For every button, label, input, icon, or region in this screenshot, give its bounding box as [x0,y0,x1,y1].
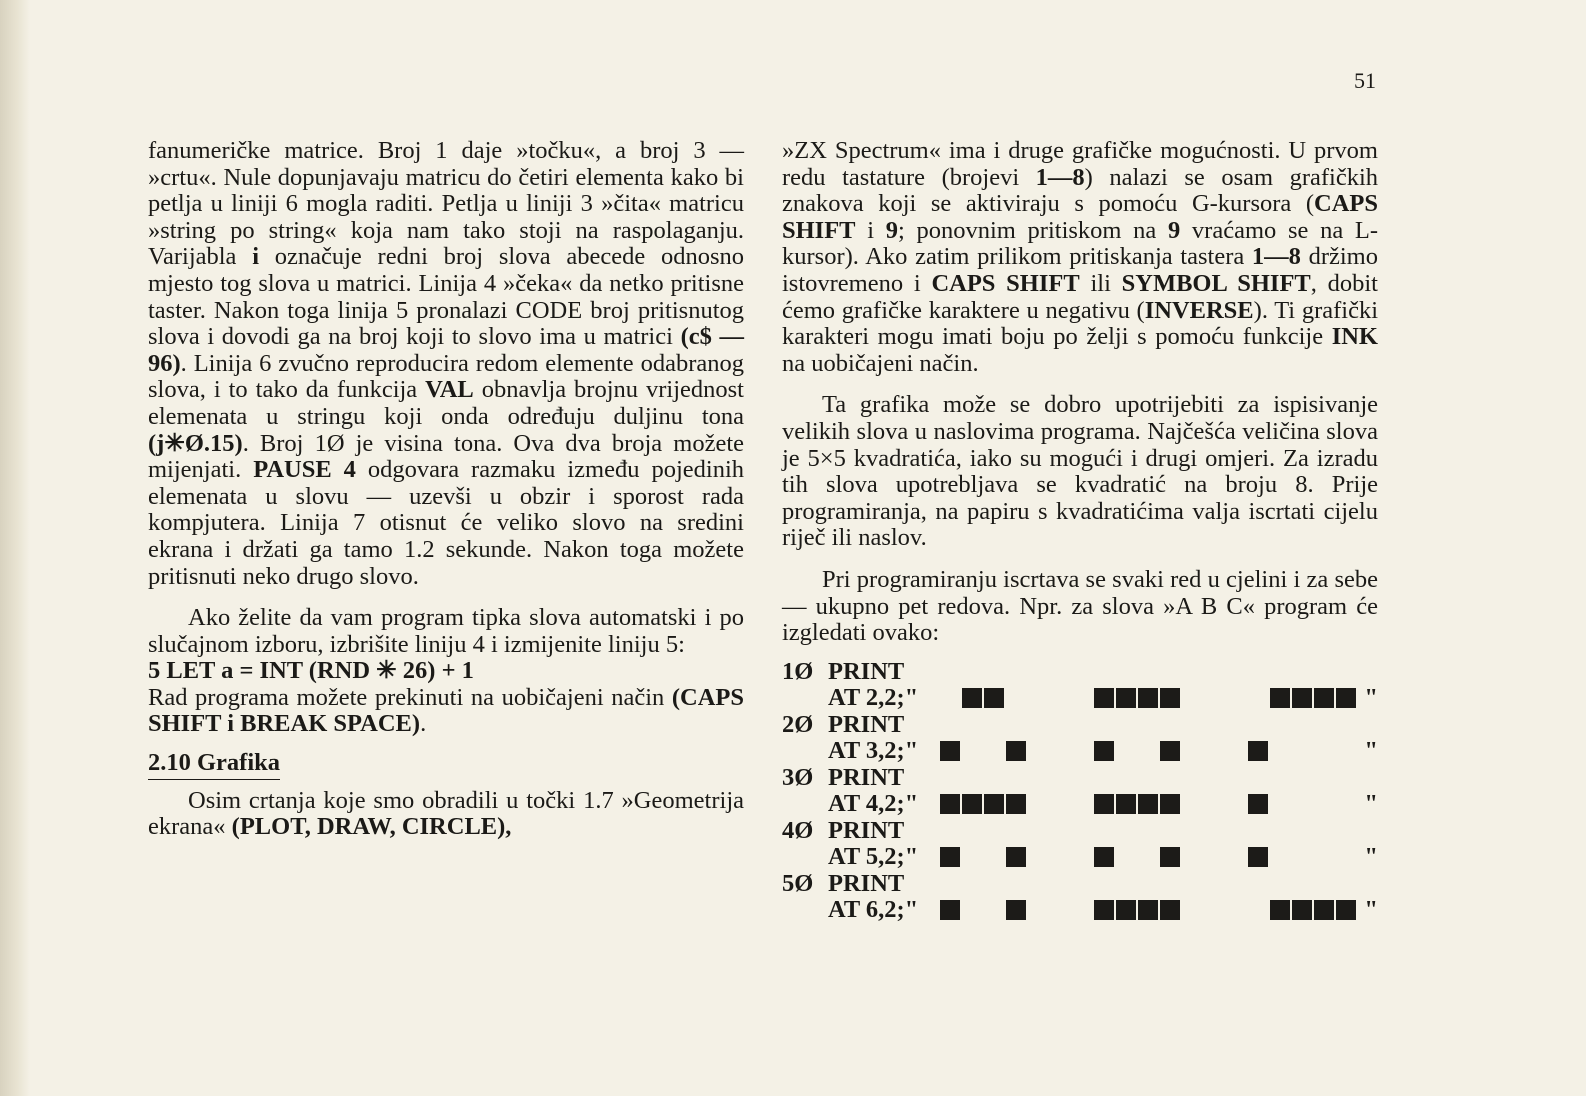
graphic-block-filled [1336,900,1356,920]
graphic-block-filled [1160,741,1180,761]
graphic-block-filled [1160,794,1180,814]
right-column [782,138,1378,924]
line-number: 2Ø [782,710,814,738]
graphic-block-filled [1270,688,1290,708]
program-listing [782,659,1378,924]
print-keyword: PRINT [828,657,905,685]
graphic-block-filled [1116,900,1136,920]
program-at-line [782,685,1378,712]
graphic-block-filled [962,794,982,814]
graphic-block-filled [1094,900,1114,920]
line-number: 1Ø [782,657,814,685]
graphic-block-blank [1336,794,1356,814]
graphic-block-blank [1270,794,1290,814]
print-keyword: PRINT [828,816,905,844]
graphic-block-filled [1116,688,1136,708]
paragraph-graphic-characters: »ZX Spectrum« ima i druge grafičke mogućnosti. U prvom redu tastature (brojevi 1—8) nalazi se osam grafičkih znakova koji se aktiviraju s pomoću G-kursora (CAPS SHIFT i 9; ponovnim pritiskom na 9 vraćamo se na L-kursor). Ako zatim prilikom pritiskanja tastera 1—8 držimo istovremeno i CAPS SHIFT ili SYMBOL SHIFT, dobit ćemo grafičke karaktere u negativu (INVERSE). Ti grafički karakteri mogu imati boju po želji s pomoću funkcije INK na uobičajeni način. [782,137,1379,377]
graphic-block-filled [1314,900,1334,920]
graphic-block-filled [1094,847,1114,867]
graphic-block-filled [1248,847,1268,867]
graphic-block-filled [1116,794,1136,814]
program-at-line [782,897,1378,924]
at-statement: AT 3,2;" [828,737,919,765]
graphic-block-filled [940,847,960,867]
graphic-block-blank [1270,741,1290,761]
graphic-block-blank [1292,794,1312,814]
graphic-block-filled [962,688,982,708]
page-number: 51 [1354,68,1376,93]
graphic-block-filled [1292,900,1312,920]
at-statement: AT 2,2;" [828,684,919,712]
graphic-block-filled [1160,688,1180,708]
graphic-block-blank [962,741,982,761]
graphic-block-blank [1028,688,1048,708]
line-number: 4Ø [782,816,814,844]
graphic-block-blank [1314,847,1334,867]
graphic-blocks [940,847,1358,867]
graphic-block-blank [1314,741,1334,761]
graphic-block-filled [1094,688,1114,708]
graphic-block-blank [1248,900,1268,920]
paragraph-graphics-intro: Osim crtanja koje smo obradili u točki 1.7 »Geometrija ekrana« (PLOT, DRAW, CIRCLE), [148,786,744,841]
graphic-block-filled [1336,688,1356,708]
graphic-block-filled [984,688,1004,708]
graphic-block-filled [1270,900,1290,920]
program-at-line [782,791,1378,818]
paragraph-programming-rows: Pri programiranju iscrtava se svaki red u cjelini i za sebe — ukupno pet redova. Npr. za slova »A B C« program će izgledati ovako: [782,565,1378,647]
graphic-block-blank [1028,900,1048,920]
graphic-block-filled [1160,847,1180,867]
section-heading: 2.10 Grafika [148,750,280,780]
graphic-block-filled [940,794,960,814]
program-line [782,659,1378,686]
closing-quote: " [1364,737,1378,765]
graphic-block-filled [940,900,960,920]
graphic-blocks [940,688,1358,708]
graphic-block-filled [1138,900,1158,920]
graphic-block-filled [1248,794,1268,814]
closing-quote: " [1364,843,1378,871]
graphic-block-filled [1006,741,1026,761]
graphic-block-blank [1248,688,1268,708]
graphic-blocks [940,794,1358,814]
at-statement: AT 4,2;" [828,790,919,818]
graphic-block-blank [1314,794,1334,814]
graphic-block-blank [1336,847,1356,867]
graphic-block-blank [1270,847,1290,867]
graphic-block-blank [1028,794,1048,814]
graphic-block-filled [1094,794,1114,814]
program-line [782,871,1378,898]
graphic-block-blank [1028,741,1048,761]
graphic-block-filled [984,794,1004,814]
graphic-block-blank [1292,741,1312,761]
graphic-block-blank [1336,741,1356,761]
graphic-block-filled [1006,900,1026,920]
closing-quote: " [1364,684,1378,712]
graphic-block-blank [1138,741,1158,761]
program-at-line [782,738,1378,765]
graphic-block-filled [1292,688,1312,708]
graphic-block-blank [1182,794,1202,814]
at-statement: AT 5,2;" [828,843,919,871]
paragraph-big-letters: Ta grafika može se dobro upotrijebiti za ispisivanje velikih slova u naslovima programa. Najčešća veličina slova je 5×5 kvadratića, iako su mogući i drugi omjeri. Za izradu tih slova upotrebljava se kvadratić na broju 8. Prije programiranja, na papiru s kvadratićima valja iscrtati cijelu riječ ili naslov. [782,391,1378,552]
graphic-block-blank [962,900,982,920]
graphic-block-filled [1138,688,1158,708]
graphic-block-blank [984,847,1004,867]
graphic-block-blank [1028,847,1048,867]
graphic-block-filled [1160,900,1180,920]
graphic-block-filled [1314,688,1334,708]
graphic-block-filled [1006,847,1026,867]
graphic-block-blank [1182,847,1202,867]
program-line [782,712,1378,739]
program-line [782,818,1378,845]
graphic-block-blank [940,688,960,708]
left-column [148,138,744,841]
graphic-blocks [940,741,1358,761]
graphic-block-blank [1182,741,1202,761]
graphic-block-filled [1006,794,1026,814]
graphic-block-filled [940,741,960,761]
graphic-block-blank [1182,900,1202,920]
program-at-line [782,844,1378,871]
graphic-block-blank [1138,847,1158,867]
paragraph-matrix-explanation: fanumeričke matrice. Broj 1 daje »točku«, a broj 3 — »crtu«. Nule dopunjavaju matricu do četiri elementa kako bi petlja u liniji 6 mogla raditi. Petlja u liniji 3 »čita« matricu »string po string« koja nam tako stoji na raspolaganju. Varijabla i označuje redni broj slova abecede odnosno mjesto tog slova u matrici. Linija 4 »čeka« da netko pritisne taster. Nakon toga linija 5 pronalazi CODE broj pritisnutog slova i dovodi ga na broj koji to slovo ima u matrici (c$ — 96). Linija 6 zvučno reproducira redom elemente odabranog slova, i to tako da funkcija VAL obnavlja brojnu vrijednost elemenata u stringu koji onda određuju duljinu tona (j✳Ø.15). Broj 1Ø je visina tona. Ova dva broja možete mijenjati. PAUSE 4 odgovara razmaku između pojedinih elemenata u slovu — uzevši u obzir i sporost rada kompjutera. Linija 7 otisnut će veliko slovo na sredini ekrana i držati ga tamo 1.2 sekunde. Nakon toga možete pritisnuti neko drugo slovo. [148,137,744,590]
at-statement: AT 6,2;" [828,896,919,924]
graphic-block-filled [1248,741,1268,761]
paragraph-random-letters: Ako želite da vam program tipka slova automatski i po slučajnom izboru, izbrišite liniju 4 i izmijenite liniju 5: [148,604,744,658]
print-keyword: PRINT [828,710,905,738]
paragraph-break-program: Rad programa možete prekinuti na uobičajeni način (CAPS SHIFT i BREAK SPACE). [148,683,744,738]
graphic-block-blank [984,741,1004,761]
line-number: 5Ø [782,869,814,897]
graphic-block-filled [1138,794,1158,814]
graphic-block-blank [984,900,1004,920]
line-number: 3Ø [782,763,814,791]
graphic-block-blank [1182,688,1202,708]
graphic-block-blank [1292,847,1312,867]
closing-quote: " [1364,790,1378,818]
graphic-block-filled [1094,741,1114,761]
program-line [782,765,1378,792]
code-line-let: 5 LET a = INT (RND ✳ 26) + 1 [148,657,474,685]
print-keyword: PRINT [828,763,905,791]
graphic-block-blank [962,847,982,867]
graphic-blocks [940,900,1358,920]
graphic-block-blank [1116,847,1136,867]
graphic-block-blank [1006,688,1026,708]
closing-quote: " [1364,896,1378,924]
book-binding [0,0,30,1096]
print-keyword: PRINT [828,869,905,897]
graphic-block-blank [1116,741,1136,761]
